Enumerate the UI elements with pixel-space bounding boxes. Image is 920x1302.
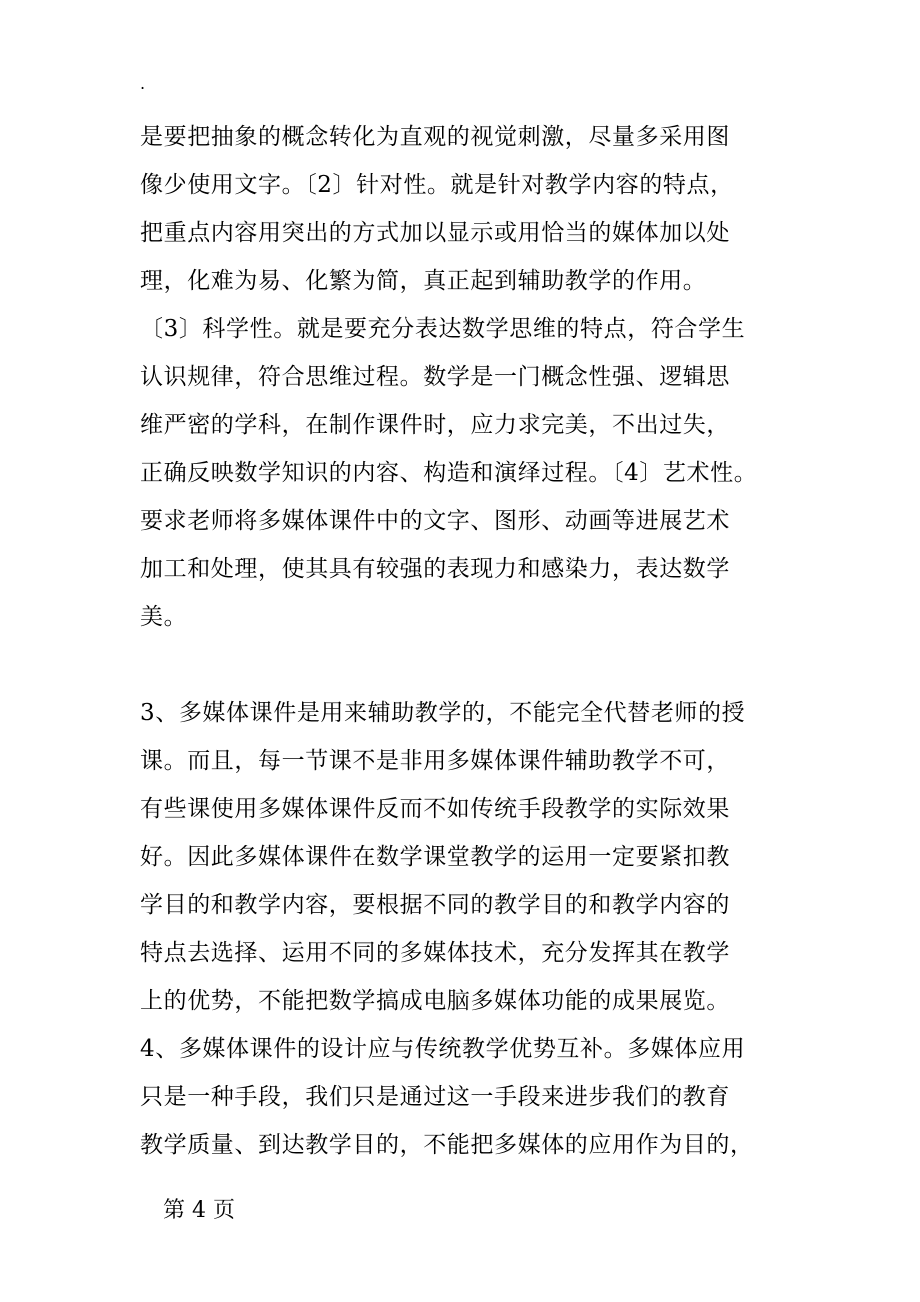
text-line: 有些课使用多媒体课件反而不如传统手段教学的实际效果 — [140, 796, 730, 822]
text-line: 把重点内容用突出的方式加以显示或用恰当的媒体加以处 — [140, 220, 730, 246]
text-line: 教学质量、到达教学目的，不能把多媒体的应用作为目的， — [140, 1132, 754, 1158]
text-line: 学目的和教学内容，要根据不同的教学目的和教学内容的 — [140, 892, 730, 918]
text-line: 维严密的学科，在制作课件时，应力求完美，不出过失， — [140, 412, 730, 438]
text-line: 〔3〕科学性。就是要充分表达数学思维的特点，符合学生 — [140, 316, 746, 342]
text-line: 理，化难为易、化繁为简，真正起到辅助教学的作用。 — [140, 268, 707, 294]
text-line: 好。因此多媒体课件在数学课堂教学的运用一定要紧扣教 — [140, 844, 730, 870]
text-line: 加工和处理，使其具有较强的表现力和感染力，表达数学 — [140, 556, 730, 582]
text-line: 认识规律，符合思维过程。数学是一门概念性强、逻辑思 — [140, 364, 730, 390]
text-line: 是要把抽象的概念转化为直观的视觉刺激，尽量多采用图 — [140, 124, 730, 150]
text-line: 上的优势，不能把数学搞成电脑多媒体功能的成果展览。 — [140, 988, 730, 1014]
text-line: 只是一种手段，我们只是通过这一手段来进步我们的教育 — [140, 1084, 730, 1110]
text-line: 要求老师将多媒体课件中的文字、图形、动画等进展艺术 — [140, 508, 730, 534]
text-line: 课。而且，每一节课不是非用多媒体课件辅助教学不可， — [140, 748, 730, 774]
header-mark: . — [140, 74, 146, 93]
text-line: 4、多媒体课件的设计应与传统教学优势互补。多媒体应用 — [140, 1036, 746, 1062]
text-line: 像少使用文字。〔2〕针对性。就是针对教学内容的特点， — [140, 172, 734, 198]
text-line: 正确反映数学知识的内容、构造和演绎过程。〔4〕艺术性。 — [140, 460, 758, 486]
text-line: 3、多媒体课件是用来辅助教学的，不能完全代替老师的授 — [140, 700, 746, 726]
page-number: 第 4 页 — [163, 1198, 235, 1223]
text-line: 特点去选择、运用不同的多媒体技术，充分发挥其在教学 — [140, 940, 730, 966]
text-line: 美。 — [140, 604, 188, 630]
